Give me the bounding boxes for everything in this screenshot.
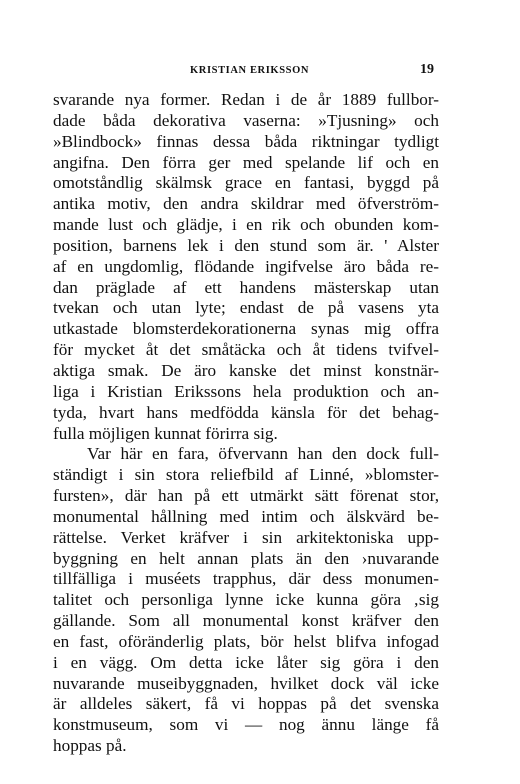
- text-line: aktiga smak. De äro kanske det minst konstnär-: [53, 360, 439, 380]
- text-line: nuvarande museibyggnaden, hvilket dock väl icke: [53, 673, 439, 693]
- paragraph: [53, 90, 439, 444]
- text-line: en fast, oföränderlig plats, bör helst blifva infogad: [53, 631, 439, 651]
- text-line: talitet och personliga lynne icke kunna göra ‚sig: [53, 590, 439, 610]
- text-line: rättelse. Verket kräfver i sin arkitektoniska upp-: [53, 527, 439, 547]
- text-line: utkastade blomsterdekorationerna synas mig offra: [53, 319, 439, 339]
- text-line: fursten», där han på ett utmärkt sätt förenat stor,: [53, 486, 439, 506]
- text-line: byggning en helt annan plats än den ›nuvarande: [53, 548, 439, 568]
- text-line: dade båda dekorativa vaserna: »Tjusning» och: [53, 110, 439, 130]
- paragraph: [53, 444, 439, 757]
- running-head-title: KRISTIAN ERIKSSON: [190, 65, 310, 76]
- text-line: Var här en fara, öfvervann han den dock full-: [87, 444, 439, 464]
- text-line: är alldeles säkert, få vi hoppas på det svenska: [53, 694, 439, 714]
- text-line: mande lust och glädje, i en rik och obunden kom-: [53, 215, 439, 235]
- text-line: monumental hållning med intim och älskvärd be-: [53, 506, 439, 526]
- text-line: antika motiv, den andra skildrar med öfverström-: [53, 194, 439, 214]
- text-line: position, barnens lek i den stund som är. ' Alster: [53, 235, 439, 255]
- text-line: omotståndlig skälmsk grace en fantasi, byggd på: [53, 173, 439, 193]
- page-number: 19: [420, 62, 434, 77]
- text-line: dan präglade af ett handens mästerskap utan: [53, 277, 439, 297]
- text-line: i en vägg. Om detta icke låter sig göra i den: [53, 652, 439, 672]
- text-line: fulla möjligen kunnat förirra sig.: [53, 423, 278, 443]
- text-line: gällande. Som all monumental konst kräfver den: [53, 611, 439, 631]
- text-line: af en ungdomlig, flödande ingifvelse äro båda re-: [53, 256, 439, 276]
- text-line: för mycket åt det småtäcka och åt tidens tvifvel-: [53, 340, 439, 360]
- text-line: svarande nya former. Redan i de år 1889 fullbor-: [53, 90, 439, 109]
- text-line: tyda, hvart hans medfödda känsla för det behag-: [53, 402, 439, 422]
- text-line: tillfälliga i muséets trapphus, där dess monumen-: [53, 569, 439, 589]
- text-line: ständigt i sin stora reliefbild af Linné, »blomster-: [53, 465, 439, 485]
- text-line: konstmuseum, som vi — nog ännu länge få: [53, 715, 439, 735]
- text-line: liga i Kristian Erikssons hela produktion och an-: [53, 381, 439, 401]
- text-line: angifna. Den förra ger med spelande lif och en: [53, 152, 439, 172]
- text-line: hoppas på.: [53, 736, 127, 756]
- text-line: tvekan och utan lyte; endast de på vasens yta: [53, 298, 439, 318]
- running-head: [0, 62, 520, 80]
- body-text: [53, 90, 439, 757]
- text-line: »Blindbock» finnas dessa båda riktningar tydligt: [53, 131, 439, 151]
